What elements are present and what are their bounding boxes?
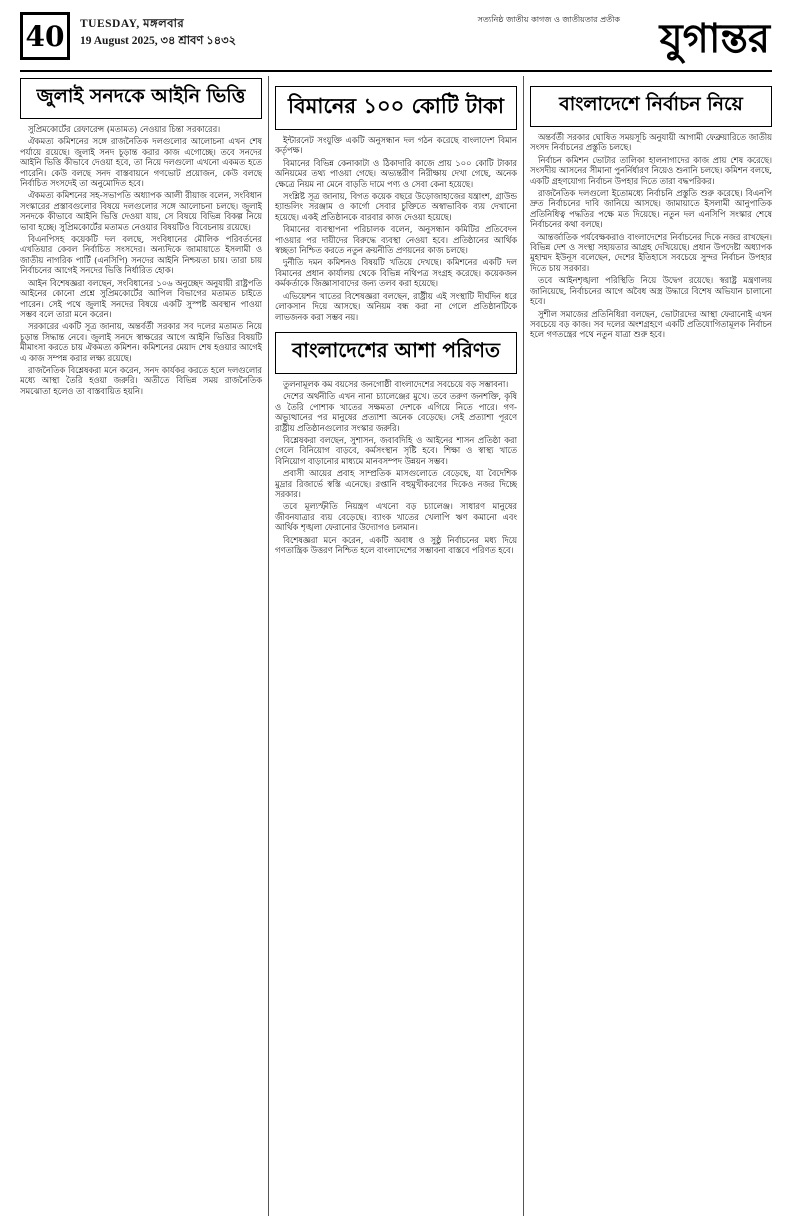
newspaper-logo <box>622 8 772 64</box>
article-july-charter <box>20 78 262 396</box>
spacer <box>530 76 772 84</box>
article-paragraph: সুশীল সমাজের প্রতিনিধিরা বলছেন, ভোটারদের আস্থা ফেরানোই এখন সবচেয়ে বড় কাজ। সব দলের অংশগ্রহণে একটি প্রতিযোগিতামূলক নির্বাচন হলে গণতন্ত্রের পথে নতুন যাত্রা শুরু হবে। <box>530 308 772 340</box>
article-paragraph: প্রবাসী আয়ের প্রবাহ সাম্প্রতিক মাসগুলোতে বেড়েছে, যা বৈদেশিক মুদ্রার রিজার্ভে স্বস্তি এনেছে। রপ্তানি বহুমুখীকরণের দিকেও নজর দিচ্ছে সরকার। <box>275 468 517 499</box>
article-paragraph: দেশের অর্থনীতি এখন নানা চ্যালেঞ্জের মুখে। তবে তরুণ জনশক্তি, কৃষি ও তৈরি পোশাক খাতের সক্ষমতা দেশকে এগিয়ে নিতে পারে। গণ-অভ্যুত্থানের পর মানুষের প্রত্যাশা অনেক বেড়েছে। সেই প্রত্যাশা পূরণে রাষ্ট্রীয় প্রতিষ্ঠানগুলোর সংস্কার জরুরি। <box>275 391 517 433</box>
article-paragraph: আইন বিশেষজ্ঞরা বলছেন, সংবিধানের ১০৬ অনুচ্ছেদ অনুযায়ী রাষ্ট্রপতি আইনের কোনো প্রশ্নে সুপ্রিমকোর্টের আপিল বিভাগের মতামত চাইতে পারেন। সেই পথে জুলাই সনদের বিষয়ে একটি সুস্পষ্ট অবস্থান পাওয়া সম্ভব বলে তারা মনে করেন। <box>20 277 262 319</box>
logo-text: যুগান্তর <box>659 15 770 62</box>
newspaper-tagline: সত্যনিষ্ঠ জাতীয় কাগজ ও জাতীয়তার প্রতীক <box>477 15 620 24</box>
page-number: 40 <box>20 12 70 60</box>
article-biman <box>275 86 517 322</box>
article-paragraph: বিমানের বিভিন্ন কেনাকাটা ও ঠিকাদারি কাজে প্রায় ১০০ কোটি টাকার অনিয়মের তথ্য পাওয়া গেছে। অভ্যন্তরীণ নিরীক্ষায় দেখা গেছে, অনেক ক্ষেত্রে নিয়ম না মেনে বাড়তি দামে পণ্য ও সেবা কেনা হয়েছে। <box>275 157 517 189</box>
article-paragraph: বিএনপিসহ কয়েকটি দল বলছে, সংবিধানের মৌলিক পরিবর্তনের এখতিয়ার কেবল নির্বাচিত সংসদের। অন্যদিকে জামায়াতে ইসলামী ও জাতীয় নাগরিক পার্টি (এনসিপি) সনদের আইনি নিশ্চয়তা চায়। তারা চায় নির্বাচনের আগেই সনদের ভিত্তি নির্ধারিত হোক। <box>20 234 262 276</box>
column-right <box>530 76 772 1216</box>
article-paragraph: রাজনৈতিক বিশ্লেষকরা মনে করেন, সনদ কার্যকর করতে হলে দলগুলোর মধ্যে আস্থা তৈরি হওয়া জরুরি। অতীতে বিভিন্ন সময় রাজনৈতিক সমঝোতা হলেও তা বাস্তবায়িত হয়নি। <box>20 364 262 396</box>
article-paragraph: এভিয়েশন খাতের বিশেষজ্ঞরা বলছেন, রাষ্ট্রীয় এই সংস্থাটি দীর্ঘদিন ধরে লোকসান দিয়ে আসছে। অনিয়ম বন্ধ করা না গেলে প্রতিষ্ঠানটিকে লাভজনক করা সম্ভব নয়। <box>275 290 517 322</box>
article-paragraph: তবে আইনশৃঙ্খলা পরিস্থিতি নিয়ে উদ্বেগ রয়েছে। স্বরাষ্ট্র মন্ত্রণালয় জানিয়েছে, নির্বাচনের আগে অবৈধ অস্ত্র উদ্ধারে বিশেষ অভিযান চালানো হবে। <box>530 275 772 307</box>
column-left <box>20 76 262 1216</box>
article-paragraph: বিশেষজ্ঞরা মনে করেন, একটি অবাধ ও সুষ্ঠু নির্বাচনের মধ্য দিয়ে গণতান্ত্রিক উত্তরণ নিশ্চিত হলে বাংলাদেশের সম্ভাবনা বাস্তবে পরিণত হবে। <box>275 534 517 555</box>
article-election <box>530 86 772 340</box>
article-paragraph: দুর্নীতি দমন কমিশনও বিষয়টি খতিয়ে দেখছে। কমিশনের একটি দল বিমানের প্রধান কার্যালয় থেকে বিভিন্ন নথিপত্র সংগ্রহ করেছে। কয়েকজন কর্মকর্তাকে জিজ্ঞাসাবাদের জন্য তলব করা হয়েছে। <box>275 257 517 289</box>
article-paragraph: তবে মূল্যস্ফীতি নিয়ন্ত্রণ এখনো বড় চ্যালেঞ্জ। সাধারণ মানুষের জীবনযাত্রার ব্যয় বেড়েছে। ব্যাংক খাতের খেলাপি ঋণ কমানো এবং আর্থিক শৃঙ্খলা ফেরানোর উদ্যোগও চলমান। <box>275 501 517 533</box>
article-paragraph: অন্তর্বর্তী সরকার ঘোষিত সময়সূচি অনুযায়ী আগামী ফেব্রুয়ারিতে জাতীয় সংসদ নির্বাচনের প্রস্তুতি চলছে। <box>530 132 772 153</box>
column-rule <box>523 76 524 1216</box>
article-paragraph: ইন্টারনেট সংযুক্তি একটি অনুসন্ধান দল গঠন করেছে বাংলাদেশ বিমান কর্তৃপক্ষ। <box>275 135 517 156</box>
issue-date: 19 August 2025, ৩৪ শ্রাবণ ১৪৩২ <box>80 35 237 47</box>
article-paragraph: সরকারের একটি সূত্র জানায়, অন্তর্বর্তী সরকার সব দলের মতামত নিয়ে চূড়ান্ত সিদ্ধান্ত নেবে। জুলাই সনদে স্বাক্ষরের আগে আইনি ভিত্তির বিষয়টি মীমাংসা করতে চায় ঐকমত্য কমিশন। কমিশনের মেয়াদ শেষ হওয়ার আগেই এ কাজ সম্পন্ন করার লক্ষ্য রয়েছে। <box>20 321 262 363</box>
article-paragraph: তুলনামূলক কম বয়সের জনগোষ্ঠী বাংলাদেশের সবচেয়ে বড় সম্ভাবনা। <box>283 378 509 389</box>
article-paragraph: রাজনৈতিক দলগুলো ইতোমধ্যে নির্বাচনি প্রস্তুতি শুরু করেছে। বিএনপি দ্রুত নির্বাচনের দাবি জানিয়ে আসছে। জামায়াতে ইসলামী আনুপাতিক প্রতিনিধিত্ব পদ্ধতির পক্ষে মত দিয়েছে। নতুন দল এনসিপি সংস্কার শেষে নির্বাচনের কথা বলছে। <box>530 188 772 230</box>
dateline <box>80 16 236 50</box>
column-rule <box>268 76 269 1216</box>
article-paragraph: আন্তর্জাতিক পর্যবেক্ষকরাও বাংলাদেশের নির্বাচনের দিকে নজর রাখছেন। বিভিন্ন দেশ ও সংস্থা সহায়তার আগ্রহ দেখিয়েছে। প্রধান উপদেষ্টা অধ্যাপক মুহাম্মদ ইউনূস বলেছেন, দেশের ইতিহাসে সবচেয়ে সুন্দর নির্বাচন উপহার দিতে চায় সরকার। <box>530 231 772 273</box>
article-paragraph: বিশ্লেষকরা বলছেন, সুশাসন, জবাবদিহি ও আইনের শাসন প্রতিষ্ঠা করা গেলে বিনিয়োগ বাড়বে, কর্মসংস্থান সৃষ্টি হবে। শিক্ষা ও স্বাস্থ্য খাতে বিনিয়োগ বাড়ানোর মাধ্যমে মানবসম্পদ উন্নয়ন সম্ভব। <box>275 434 517 466</box>
headline: বাংলাদেশে নির্বাচন নিয়ে <box>530 86 772 127</box>
headline: বিমানের ১০০ কোটি টাকা <box>275 86 517 130</box>
masthead <box>20 8 772 72</box>
weekday: TUESDAY, মঙ্গলবার <box>80 18 185 30</box>
column-middle <box>275 76 517 1216</box>
article-bangladesh-hope <box>275 332 517 556</box>
headline: জুলাই সনদকে আইনি ভিত্তি <box>20 78 262 119</box>
article-paragraph: ঐকমত্য কমিশনের সহ-সভাপতি অধ্যাপক আলী রীয়াজ বলেন, সংবিধান সংস্কারের প্রস্তাবগুলোর বিষয়ে দলগুলোর সঙ্গে আলোচনা চলছে। জুলাই সনদকে কীভাবে আইনি ভিত্তি দেওয়া যায়, সে বিষয়ে বিভিন্ন বিকল্প নিয়ে ভাবা হচ্ছে। সুপ্রিমকোর্টের মতামত নেওয়ার বিষয়টিও বিবেচনায় রয়েছে। <box>20 190 262 232</box>
headline: বাংলাদেশের আশা পরিণত <box>275 332 517 374</box>
article-paragraph: সংশ্লিষ্ট সূত্র জানায়, বিগত কয়েক বছরে উড়োজাহাজের যন্ত্রাংশ, গ্রাউন্ড হ্যান্ডলিং সরঞ্জাম ও কার্গো সেবার চুক্তিতে অস্বাভাবিক ব্যয় দেখানো হয়েছে। একই প্রতিষ্ঠানকে বারবার কাজ দেওয়া হয়েছে। <box>275 191 517 222</box>
article-paragraph: ঐকমত্য কমিশনের সঙ্গে রাজনৈতিক দলগুলোর আলোচনা এখন শেষ পর্যায়ে রয়েছে। জুলাই সনদ চূড়ান্ত করার কাজ এগোচ্ছে। তবে সনদের আইনি ভিত্তি কীভাবে দেওয়া হবে, তা নিয়ে দলগুলো এখনো একমত হতে পারেনি। কেউ বলছে সনদ বাস্তবায়নে গণভোট প্রয়োজন, কেউ বলছে নির্বাচিত সংসদেই তা অনুমোদিত হবে। <box>20 136 262 189</box>
article-columns <box>20 76 772 1216</box>
article-paragraph: নির্বাচন কমিশন ভোটার তালিকা হালনাগাদের কাজ প্রায় শেষ করেছে। সংসদীয় আসনের সীমানা পুনর্নির্ধারণ নিয়েও শুনানি চলছে। কমিশন বলছে, একটি গ্রহণযোগ্য নির্বাচন উপহার দিতে তারা বদ্ধপরিকর। <box>530 154 772 186</box>
article-paragraph: সুপ্রিমকোর্টের রেফারেন্স (মতামত) নেওয়ার চিন্তা সরকারের। <box>28 124 221 134</box>
article-paragraph: বিমানের ব্যবস্থাপনা পরিচালক বলেন, অনুসন্ধান কমিটির প্রতিবেদন পাওয়ার পর দায়ীদের বিরুদ্ধে ব্যবস্থা নেওয়া হবে। প্রতিষ্ঠানের আর্থিক স্বচ্ছতা নিশ্চিত করতে নতুন ক্রয়নীতি প্রণয়নের কাজ চলছে। <box>275 224 517 256</box>
